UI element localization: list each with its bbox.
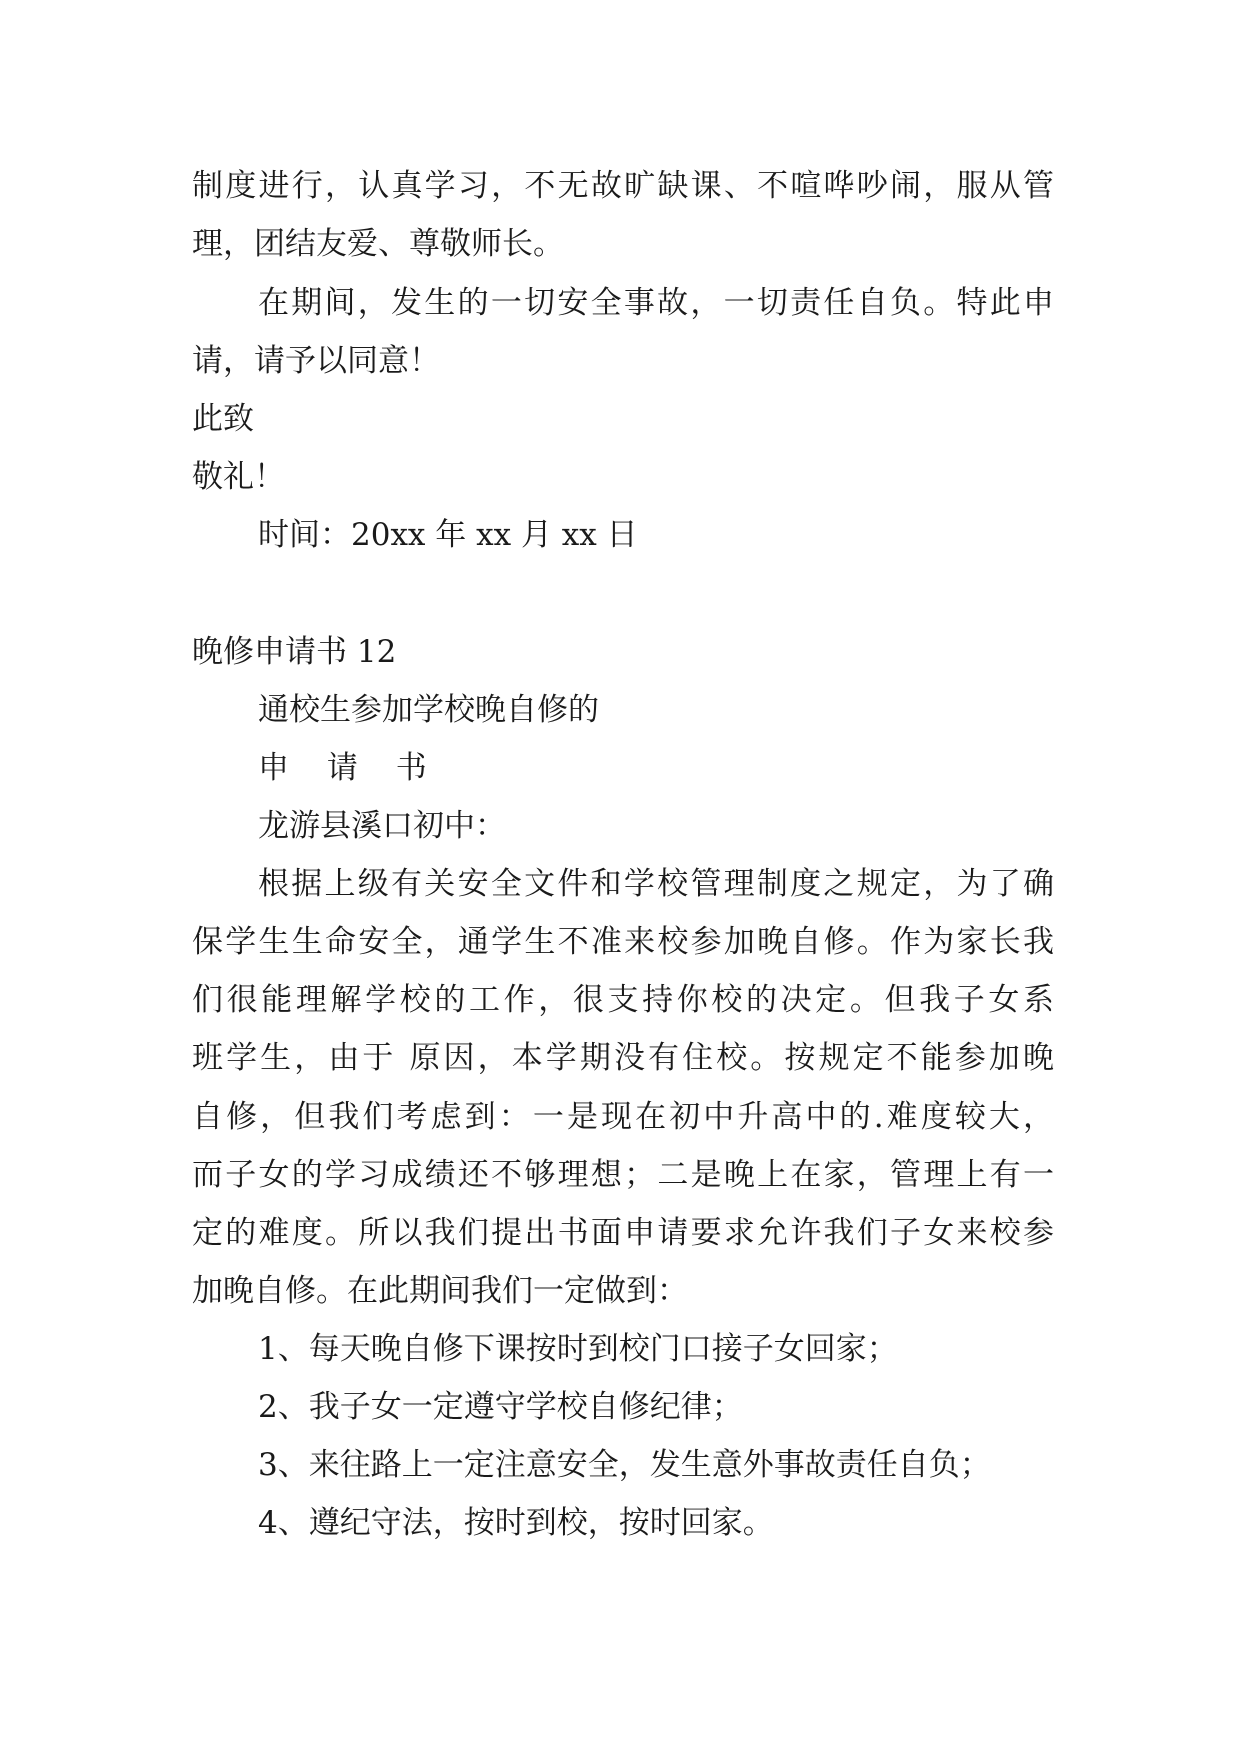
paragraph-line: 加晚自修。在此期间我们一定做到： [192,1273,688,1309]
paragraph-line: 制度进行，认真学习，不无故旷缺课、不喧哗吵闹，服从管 [192,168,1054,204]
list-item: 2、我子女一定遵守学校自修纪律； [258,1389,743,1425]
letter-title-line-2: 申 请 书 [258,750,441,786]
list-item: 4、遵纪守法，按时到校，按时回家。 [258,1505,774,1541]
paragraph-line: 在期间，发生的一切安全事故，一切责任自负。特此申 [258,285,1054,321]
paragraph-line: 请，请予以同意！ [192,343,440,379]
list-item: 3、来往路上一定注意安全，发生意外事故责任自负； [258,1447,991,1483]
paragraph-line: 保学生生命安全，通学生不准来校参加晚自修。作为家长我 [192,924,1054,960]
section-heading: 晚修申请书 12 [192,634,397,670]
paragraph-line: 而子女的学习成绩还不够理想；二是晚上在家，管理上有一 [192,1157,1054,1193]
date-line: 时间：20xx 年 xx 月 xx 日 [258,517,638,553]
closing-regards: 敬礼！ [192,459,285,495]
paragraph-line: 理，团结友爱、尊敬师长。 [192,226,564,262]
paragraph-line: 们很能理解学校的工作，很支持你校的决定。但我子女系 [192,982,1054,1018]
paragraph-line: 根据上级有关安全文件和学校管理制度之规定，为了确 [258,866,1054,902]
paragraph-line: 班学生，由于 原因，本学期没有住校。按规定不能参加晚 [192,1040,1054,1076]
addressee: 龙游县溪口初中： [258,808,506,844]
letter-title-line-1: 通校生参加学校晚自修的 [258,692,599,728]
paragraph-line: 定的难度。所以我们提出书面申请要求允许我们子女来校参 [192,1215,1054,1251]
list-item: 1、每天晚自修下课按时到校门口接子女回家； [258,1331,898,1367]
closing-salutation: 此致 [192,401,254,437]
paragraph-line: 自修，但我们考虑到：一是现在初中升高中的.难度较大， [192,1099,1054,1135]
